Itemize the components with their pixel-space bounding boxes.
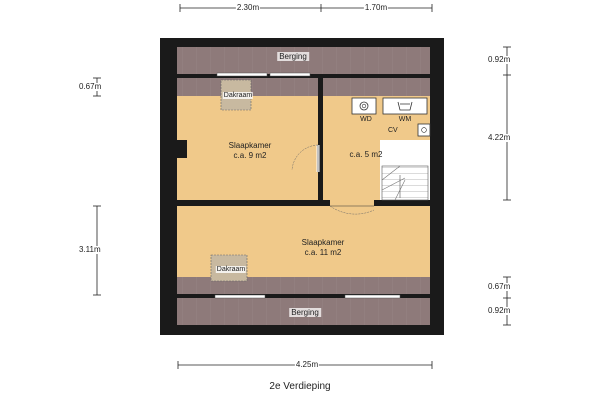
wm-appliance	[383, 98, 427, 114]
dim-top-left: 2.30m	[236, 3, 260, 12]
stairs	[382, 166, 428, 200]
room-slaapkamer-1-area: c.a. 9 m2	[233, 151, 267, 160]
wall-vertical-mid	[318, 78, 323, 200]
dim-right-bottom: 0.92m	[488, 306, 511, 315]
window-bottom-1	[215, 295, 265, 298]
room-slaapkamer-1-name: Slaapkamer	[228, 141, 272, 150]
cv-unit	[418, 124, 430, 136]
dim-bottom: 4.25m	[295, 360, 319, 369]
door-gap-mid	[330, 200, 374, 206]
dim-right-low: 0.67m	[488, 282, 511, 291]
cv-label: CV	[388, 127, 398, 134]
dim-right-mid: 4.22m	[488, 133, 511, 142]
room-slaapkamer-2-name: Slaapkamer	[301, 238, 345, 247]
room-small-area: c.a. 5 m2	[349, 150, 383, 159]
berging-top-label: Berging	[279, 52, 307, 61]
wall-horizontal-mid	[177, 200, 430, 206]
berging-bottom-label: Berging	[291, 308, 319, 317]
dim-right-top: 0.92m	[488, 55, 511, 64]
room-slaapkamer-2	[302, 238, 345, 258]
dakraam-top-label: Dakraam	[223, 92, 253, 99]
dim-left-mid: 3.11m	[79, 245, 101, 254]
dakraam-bottom-label: Dakraam	[216, 266, 246, 273]
window-bottom-2	[345, 295, 400, 298]
dim-top-right: 1.70m	[364, 3, 388, 12]
dim-left-top: 0.67m	[79, 82, 102, 91]
room-slaapkamer-1	[229, 141, 272, 161]
wall-notch	[177, 140, 187, 158]
roof-slope-top-3	[323, 78, 430, 96]
wm-label: WM	[398, 116, 412, 123]
room-slaapkamer-2-area: c.a. 11 m2	[304, 248, 342, 257]
window-top-2	[270, 73, 310, 76]
wd-label: WD	[360, 116, 372, 123]
window-top-1	[217, 73, 267, 76]
wd-appliance	[352, 98, 376, 114]
floor-title: 2e Verdieping	[269, 381, 331, 392]
